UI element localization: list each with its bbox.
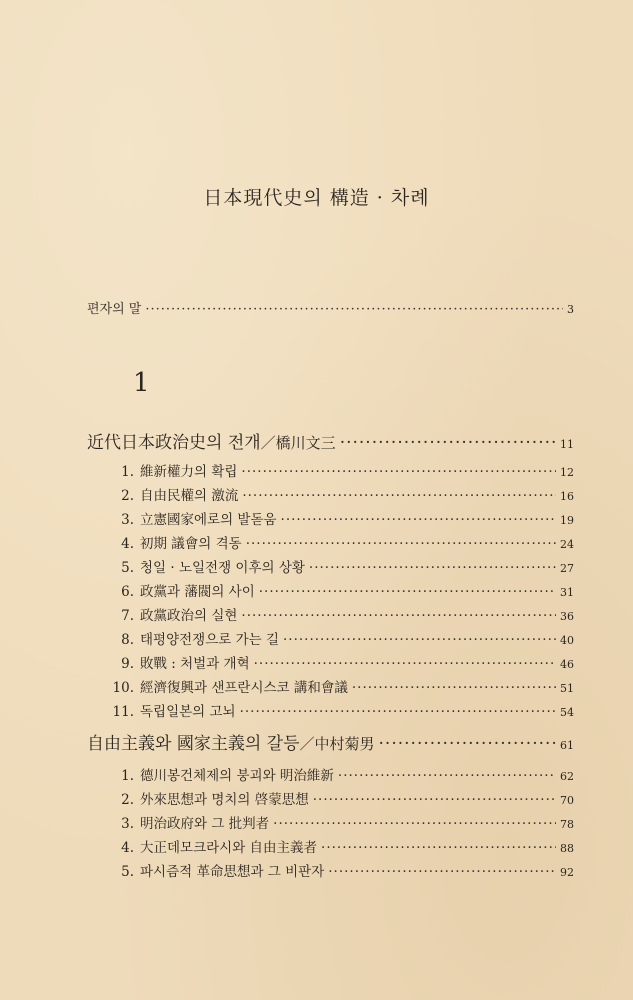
item-number: 2.: [121, 792, 134, 808]
item-number: 1.: [121, 768, 134, 784]
toc-leader-dots: [241, 464, 556, 480]
item-title: 政黨政治의 실현: [140, 608, 238, 624]
toc-leader-dots: [241, 608, 556, 624]
toc-page-number: 51: [560, 682, 574, 695]
toc-leader-dots: [246, 536, 556, 552]
toc-page-number: 88: [560, 842, 574, 855]
item-number: 1.: [121, 464, 134, 480]
toc-item[interactable]: [108, 532, 574, 552]
toc-item[interactable]: [108, 812, 574, 832]
item-title: 德川봉건체제의 붕괴와 明治維新: [140, 768, 334, 784]
item-number: 5.: [121, 864, 134, 880]
chapter-title: 近代日本政治史의 전개: [87, 433, 261, 453]
toc-chapter[interactable]: [87, 729, 574, 754]
item-number: 8.: [121, 632, 134, 648]
item-number: 2.: [121, 488, 134, 504]
item-title: 明治政府와 그 批判者: [140, 816, 270, 832]
toc-page-number: 3: [567, 303, 574, 316]
toc-leader-dots: [242, 488, 556, 504]
item-title: 自由民權의 激流: [140, 488, 239, 504]
toc-page-number: 78: [560, 818, 574, 831]
toc-leader-dots: [281, 512, 556, 528]
toc-page-number: 12: [560, 466, 574, 479]
toc-page-number: 40: [560, 634, 574, 647]
chapter-author: ／中村菊男: [299, 735, 375, 753]
toc-page-number: 70: [560, 794, 574, 807]
toc-preface[interactable]: [87, 298, 574, 317]
item-title: 파시즘적 革命思想과 그 비판자: [140, 864, 325, 880]
toc-leader-dots: [328, 864, 556, 880]
item-number: 10.: [112, 680, 134, 696]
toc-item[interactable]: [108, 652, 574, 672]
item-title: 外來思想과 명치의 啓蒙思想: [140, 792, 309, 808]
toc-item[interactable]: [108, 676, 574, 696]
toc-entry-title: 편자의 말: [87, 302, 142, 317]
toc-leader-dots: [313, 792, 556, 808]
toc-item[interactable]: [108, 556, 574, 576]
toc-item[interactable]: [108, 484, 574, 504]
part-number: 1: [133, 368, 150, 398]
toc-leader-dots: [254, 656, 556, 672]
toc-leader-dots: [145, 302, 563, 317]
toc-page-number: 16: [560, 490, 574, 503]
toc-page-number: 36: [560, 610, 574, 623]
page-title: 日本現代史의 構造 · 차례: [203, 187, 430, 209]
item-number: 3.: [121, 512, 134, 528]
toc-leader-dots: [321, 840, 556, 856]
toc-leader-dots: [338, 768, 556, 784]
toc-item[interactable]: [108, 860, 574, 880]
item-title: 立憲國家에로의 발돋움: [140, 512, 277, 528]
item-number: 11.: [112, 704, 134, 720]
chapter-title: 自由主義와 國家主義의 갈등: [87, 734, 300, 754]
toc-item[interactable]: [108, 764, 574, 784]
toc-page-number: 46: [560, 658, 574, 671]
item-number: 7.: [121, 608, 134, 624]
toc-item[interactable]: [108, 700, 574, 720]
item-title: 經濟復興과 샌프란시스코 講和會議: [140, 680, 348, 696]
toc-leader-dots: [259, 584, 556, 600]
item-number: 9.: [121, 656, 134, 672]
toc-leader-dots: [273, 816, 556, 832]
toc-page-number: 54: [560, 706, 574, 719]
item-title: 政黨과 藩閥의 사이: [140, 584, 255, 600]
toc-item[interactable]: [108, 460, 574, 480]
toc-item[interactable]: [108, 580, 574, 600]
item-title: 大正데모크라시와 自由主義者: [140, 840, 318, 856]
toc-leader-dots: [379, 734, 556, 754]
toc-page-number: 61: [560, 739, 574, 752]
toc-chapter[interactable]: [87, 428, 574, 453]
chapter-author: ／橋川文三: [260, 434, 336, 452]
item-title: 敗戰 : 처벌과 개혁: [140, 656, 250, 672]
item-title: 독립일본의 고뇌: [140, 704, 236, 720]
item-number: 5.: [121, 560, 134, 576]
toc-leader-dots: [240, 704, 556, 720]
toc-item[interactable]: [108, 836, 574, 856]
toc-page-number: 24: [560, 538, 574, 551]
toc-leader-dots: [309, 560, 556, 576]
item-title: 維新權力의 확립: [140, 464, 238, 480]
item-number: 4.: [121, 840, 134, 856]
toc-item[interactable]: [108, 628, 574, 648]
toc-item[interactable]: [108, 604, 574, 624]
toc-item[interactable]: [108, 788, 574, 808]
item-title: 청일 · 노일전쟁 이후의 상황: [140, 560, 305, 576]
toc-page-number: 92: [560, 866, 574, 879]
item-title: 태평양전쟁으로 가는 길: [140, 632, 279, 648]
item-number: 6.: [121, 584, 134, 600]
toc-leader-dots: [352, 680, 556, 696]
toc-page-number: 11: [560, 438, 574, 451]
toc-page-number: 27: [560, 562, 574, 575]
item-title: 初期 議會의 격동: [140, 536, 242, 552]
toc-page-number: 31: [560, 586, 574, 599]
toc-page-number: 62: [560, 770, 574, 783]
item-number: 4.: [121, 536, 134, 552]
toc-leader-dots: [340, 433, 556, 453]
toc-page-number: 19: [560, 514, 574, 527]
toc-item[interactable]: [108, 508, 574, 528]
item-number: 3.: [121, 816, 134, 832]
toc-leader-dots: [283, 632, 556, 648]
